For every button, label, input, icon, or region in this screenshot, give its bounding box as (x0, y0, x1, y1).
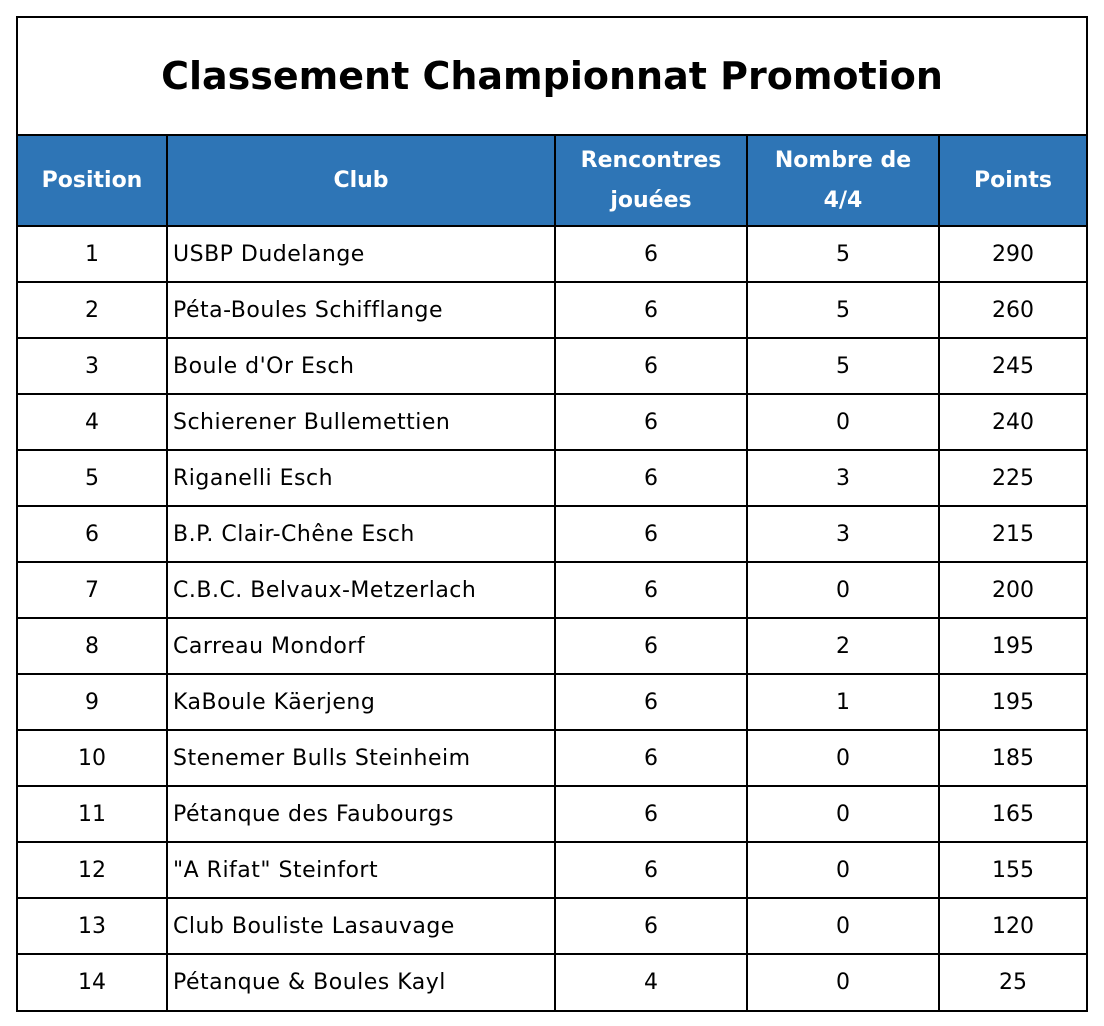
cell-position: 6 (18, 506, 167, 562)
header-rencontres (555, 136, 747, 226)
cell-points: 215 (939, 506, 1086, 562)
cell-club: Boule d'Or Esch (167, 338, 555, 394)
cell-club: Club Bouliste Lasauvage (167, 898, 555, 954)
header-row (18, 136, 1086, 226)
cell-club: Pétanque des Faubourgs (167, 786, 555, 842)
cell-points: 185 (939, 730, 1086, 786)
cell-points: 155 (939, 842, 1086, 898)
cell-nombre: 3 (747, 450, 939, 506)
table-row (18, 898, 1086, 954)
cell-rencontres: 6 (555, 282, 747, 338)
cell-position: 7 (18, 562, 167, 618)
cell-club: "A Rifat" Steinfort (167, 842, 555, 898)
cell-position: 8 (18, 618, 167, 674)
table-row (18, 842, 1086, 898)
cell-nombre: 0 (747, 562, 939, 618)
cell-rencontres: 6 (555, 674, 747, 730)
cell-points: 195 (939, 674, 1086, 730)
cell-nombre: 0 (747, 730, 939, 786)
cell-club: Schierener Bullemettien (167, 394, 555, 450)
cell-nombre: 2 (747, 618, 939, 674)
table-body (18, 226, 1086, 1010)
cell-club: KaBoule Käerjeng (167, 674, 555, 730)
cell-points: 225 (939, 450, 1086, 506)
table-row (18, 226, 1086, 282)
cell-nombre: 5 (747, 338, 939, 394)
cell-position: 13 (18, 898, 167, 954)
cell-position: 12 (18, 842, 167, 898)
cell-nombre: 1 (747, 674, 939, 730)
table-row (18, 282, 1086, 338)
header-points (939, 136, 1086, 226)
cell-rencontres: 6 (555, 394, 747, 450)
table-row (18, 506, 1086, 562)
cell-rencontres: 6 (555, 450, 747, 506)
cell-rencontres: 6 (555, 226, 747, 282)
cell-position: 9 (18, 674, 167, 730)
header-nombre (747, 136, 939, 226)
cell-nombre: 0 (747, 898, 939, 954)
cell-points: 165 (939, 786, 1086, 842)
page-title: Classement Championnat Promotion (161, 54, 943, 98)
header-rencontres-line2: jouées (610, 187, 692, 213)
cell-nombre: 0 (747, 394, 939, 450)
cell-nombre: 3 (747, 506, 939, 562)
cell-rencontres: 6 (555, 898, 747, 954)
cell-club: Pétanque & Boules Kayl (167, 954, 555, 1010)
cell-nombre: 0 (747, 954, 939, 1010)
cell-club: C.B.C. Belvaux-Metzerlach (167, 562, 555, 618)
cell-rencontres: 6 (555, 730, 747, 786)
cell-position: 2 (18, 282, 167, 338)
cell-rencontres: 6 (555, 842, 747, 898)
header-points-label: Points (973, 167, 1053, 193)
cell-points: 260 (939, 282, 1086, 338)
cell-club: Stenemer Bulls Steinheim (167, 730, 555, 786)
header-nombre-line2: 4/4 (823, 187, 863, 213)
cell-nombre: 5 (747, 226, 939, 282)
table-row (18, 618, 1086, 674)
header-nombre-line1: Nombre de (774, 147, 912, 173)
cell-points: 195 (939, 618, 1086, 674)
standings-table (18, 136, 1086, 1010)
cell-nombre: 0 (747, 842, 939, 898)
cell-club: Riganelli Esch (167, 450, 555, 506)
header-club (167, 136, 555, 226)
standings-sheet (16, 16, 1088, 1012)
cell-points: 25 (999, 970, 1027, 995)
cell-points: 290 (939, 226, 1086, 282)
cell-club: USBP Dudelange (167, 226, 555, 282)
cell-position: 4 (18, 394, 167, 450)
table-row (18, 674, 1086, 730)
cell-rencontres: 4 (555, 954, 747, 1010)
cell-points: 200 (939, 562, 1086, 618)
table-header (18, 136, 1086, 226)
cell-rencontres: 6 (555, 506, 747, 562)
cell-position: 1 (18, 226, 167, 282)
table-row (18, 394, 1086, 450)
cell-rencontres: 6 (555, 562, 747, 618)
table-row (18, 730, 1086, 786)
cell-rencontres: 6 (555, 618, 747, 674)
cell-club: Carreau Mondorf (167, 618, 555, 674)
header-club-label: Club (333, 167, 389, 193)
cell-position: 14 (18, 954, 167, 1010)
cell-nombre: 5 (747, 282, 939, 338)
header-position-label: Position (41, 167, 143, 193)
header-rencontres-line1: Rencontres (580, 147, 722, 173)
cell-club: B.P. Clair-Chêne Esch (167, 506, 555, 562)
header-position (18, 136, 167, 226)
table-row (18, 562, 1086, 618)
table-row (18, 450, 1086, 506)
table-row (18, 786, 1086, 842)
cell-position: 10 (18, 730, 167, 786)
cell-club: Péta-Boules Schifflange (167, 282, 555, 338)
cell-points: 245 (939, 338, 1086, 394)
cell-points: 120 (939, 898, 1086, 954)
cell-nombre: 0 (747, 786, 939, 842)
title-cell (18, 18, 1086, 136)
cell-position: 3 (18, 338, 167, 394)
cell-position: 5 (18, 450, 167, 506)
cell-rencontres: 6 (555, 786, 747, 842)
table-row (18, 338, 1086, 394)
cell-position: 11 (18, 786, 167, 842)
cell-rencontres: 6 (555, 338, 747, 394)
cell-points: 240 (939, 394, 1086, 450)
table-row (18, 954, 1086, 1010)
